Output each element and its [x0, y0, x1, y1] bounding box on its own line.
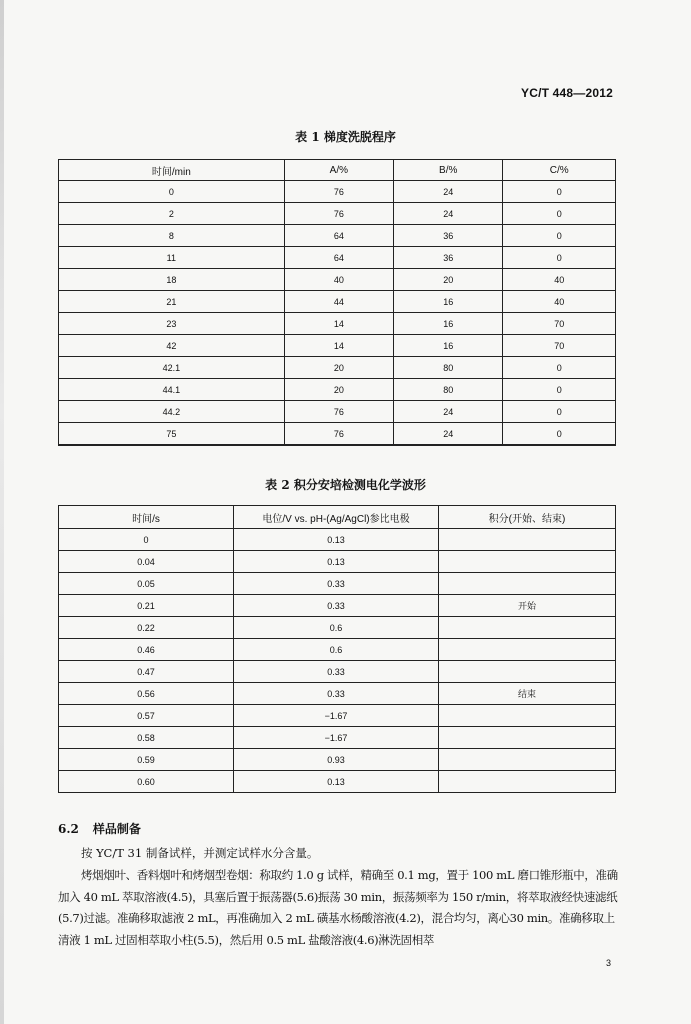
table-row	[59, 639, 616, 661]
table-cell: 8	[59, 225, 285, 247]
table-row	[59, 749, 616, 771]
section-heading	[58, 820, 155, 837]
table-cell: 0.56	[59, 683, 234, 705]
table-cell: 18	[59, 269, 285, 291]
table-header-row	[59, 160, 616, 181]
table-cell	[439, 617, 616, 639]
table-cell: 14	[284, 313, 393, 335]
table-cell: 0	[503, 247, 616, 269]
table-cell: 23	[59, 313, 285, 335]
table-cell	[439, 749, 616, 771]
table-cell: 0	[503, 203, 616, 225]
table-row	[59, 573, 616, 595]
table-cell: 0.59	[59, 749, 234, 771]
table-row	[59, 291, 616, 313]
table-cell: 76	[284, 423, 393, 446]
paragraph: 按 YC/T 31 制备试样，并测定试样水分含量。	[81, 846, 319, 860]
table-cell: 0	[503, 401, 616, 423]
table-header-row	[59, 506, 616, 529]
page-number: 3	[605, 958, 611, 968]
table-cell: 0.47	[59, 661, 234, 683]
table-cell: 20	[394, 269, 503, 291]
table-cell: 80	[394, 357, 503, 379]
table-cell	[439, 639, 616, 661]
table-cell: 0	[59, 181, 285, 203]
table-row	[59, 269, 616, 291]
table-cell: 64	[284, 247, 393, 269]
table-cell: 40	[503, 269, 616, 291]
table-cell: 44	[284, 291, 393, 313]
table-cell: 44.2	[59, 401, 285, 423]
table-cell: 11	[59, 247, 285, 269]
table-cell: 0.13	[234, 551, 439, 573]
column-header: 时间/s	[59, 506, 234, 529]
table-cell: 0.33	[234, 595, 439, 617]
table-row	[59, 661, 616, 683]
table1-caption: 表 1 梯度洗脱程序	[295, 130, 396, 144]
table-row	[59, 683, 616, 705]
table-cell: 40	[284, 269, 393, 291]
table-cell: 0.05	[59, 573, 234, 595]
table-cell: −1.67	[234, 705, 439, 727]
table-row	[59, 203, 616, 225]
table-row	[59, 379, 616, 401]
table-cell: 0.33	[234, 661, 439, 683]
scan-edge	[0, 0, 4, 1024]
table-cell	[439, 573, 616, 595]
section-number: 6.2	[58, 822, 79, 836]
table-row	[59, 529, 616, 551]
table-cell	[439, 551, 616, 573]
table-cell: 20	[284, 357, 393, 379]
table-cell: 70	[503, 335, 616, 357]
table-cell: 0	[503, 379, 616, 401]
paragraph: 烤烟烟叶、香料烟叶和烤烟型卷烟：称取约 1.0 g 试样，精确至 0.1 mg，置于 100 mL 磨口锥形瓶中，准确加入 40 mL 萃取溶液(4.5)，具塞后置于振荡器(5.6)振荡 30 min，振荡频率为 150 r/min，将萃取液经快速滤纸(5.7)过滤。准确移取滤液 2 mL，再准确加入 2 mL 磺基水杨酸溶液(4.2)，混合均匀，离心30 min。准确移取上清液 1 mL 过固相萃取小柱(5.5)，然后用 0.5 mL 盐酸溶液(4.6)淋洗固相萃	[58, 868, 618, 947]
table-cell: 0.04	[59, 551, 234, 573]
table-cell: 0.93	[234, 749, 439, 771]
table-row	[59, 727, 616, 749]
table-cell: 0.13	[234, 771, 439, 793]
table-row	[59, 423, 616, 446]
table-cell	[439, 771, 616, 793]
column-header: 时间/min	[59, 160, 285, 181]
table-cell: 0.22	[59, 617, 234, 639]
table-row	[59, 225, 616, 247]
table-cell: 14	[284, 335, 393, 357]
table-cell: 44.1	[59, 379, 285, 401]
table-cell: 0	[59, 529, 234, 551]
table-row	[59, 357, 616, 379]
table-cell: 0.46	[59, 639, 234, 661]
table-cell: 0.6	[234, 639, 439, 661]
column-header: C/%	[503, 160, 616, 181]
section-title: 样品制备	[92, 822, 141, 836]
table-cell: 42.1	[59, 357, 285, 379]
column-header: A/%	[284, 160, 393, 181]
table-row	[59, 595, 616, 617]
table-cell: 0.6	[234, 617, 439, 639]
table-cell: 24	[394, 203, 503, 225]
table-cell: 16	[394, 335, 503, 357]
gradient-elution-table	[58, 159, 616, 446]
waveform-table	[58, 505, 616, 793]
table-cell	[439, 529, 616, 551]
table-cell: 24	[394, 423, 503, 446]
table-cell: 80	[394, 379, 503, 401]
table-cell: 75	[59, 423, 285, 446]
table-cell: 76	[284, 401, 393, 423]
table-cell: 76	[284, 203, 393, 225]
table-cell	[439, 705, 616, 727]
table-cell: 42	[59, 335, 285, 357]
table-cell: 76	[284, 181, 393, 203]
table-cell: 0.33	[234, 573, 439, 595]
table-cell: 0	[503, 225, 616, 247]
table-cell: 36	[394, 225, 503, 247]
table-cell: 结束	[439, 683, 616, 705]
table-cell: 0.60	[59, 771, 234, 793]
table-row	[59, 247, 616, 269]
table-cell: 40	[503, 291, 616, 313]
column-header: B/%	[394, 160, 503, 181]
document-id: YC/T 448—2012	[521, 86, 613, 100]
table-cell: 24	[394, 181, 503, 203]
table-cell: 16	[394, 313, 503, 335]
table-cell: 64	[284, 225, 393, 247]
table-cell: 36	[394, 247, 503, 269]
table-cell: 0	[503, 181, 616, 203]
table-cell: 21	[59, 291, 285, 313]
table-cell: 0	[503, 357, 616, 379]
table-cell: 2	[59, 203, 285, 225]
table-row	[59, 181, 616, 203]
table-row	[59, 617, 616, 639]
table-cell: 0.33	[234, 683, 439, 705]
table-cell: 16	[394, 291, 503, 313]
table-cell: 0	[503, 423, 616, 446]
column-header: 积分(开始、结束)	[439, 506, 616, 529]
table-cell	[439, 727, 616, 749]
table-cell: 20	[284, 379, 393, 401]
table-row	[59, 705, 616, 727]
table2-caption: 表 2 积分安培检测电化学波形	[265, 478, 426, 492]
table-cell: 0.21	[59, 595, 234, 617]
table-row	[59, 401, 616, 423]
table-cell	[439, 661, 616, 683]
table-cell: 0.13	[234, 529, 439, 551]
table-cell: −1.67	[234, 727, 439, 749]
column-header: 电位/V vs. pH-(Ag/AgCl)参比电极	[234, 506, 439, 529]
table-row	[59, 335, 616, 357]
table-cell: 开始	[439, 595, 616, 617]
table-cell: 70	[503, 313, 616, 335]
table-row	[59, 551, 616, 573]
table-cell: 0.58	[59, 727, 234, 749]
table-cell: 0.57	[59, 705, 234, 727]
table-row	[59, 771, 616, 793]
table-cell: 24	[394, 401, 503, 423]
table-row	[59, 313, 616, 335]
